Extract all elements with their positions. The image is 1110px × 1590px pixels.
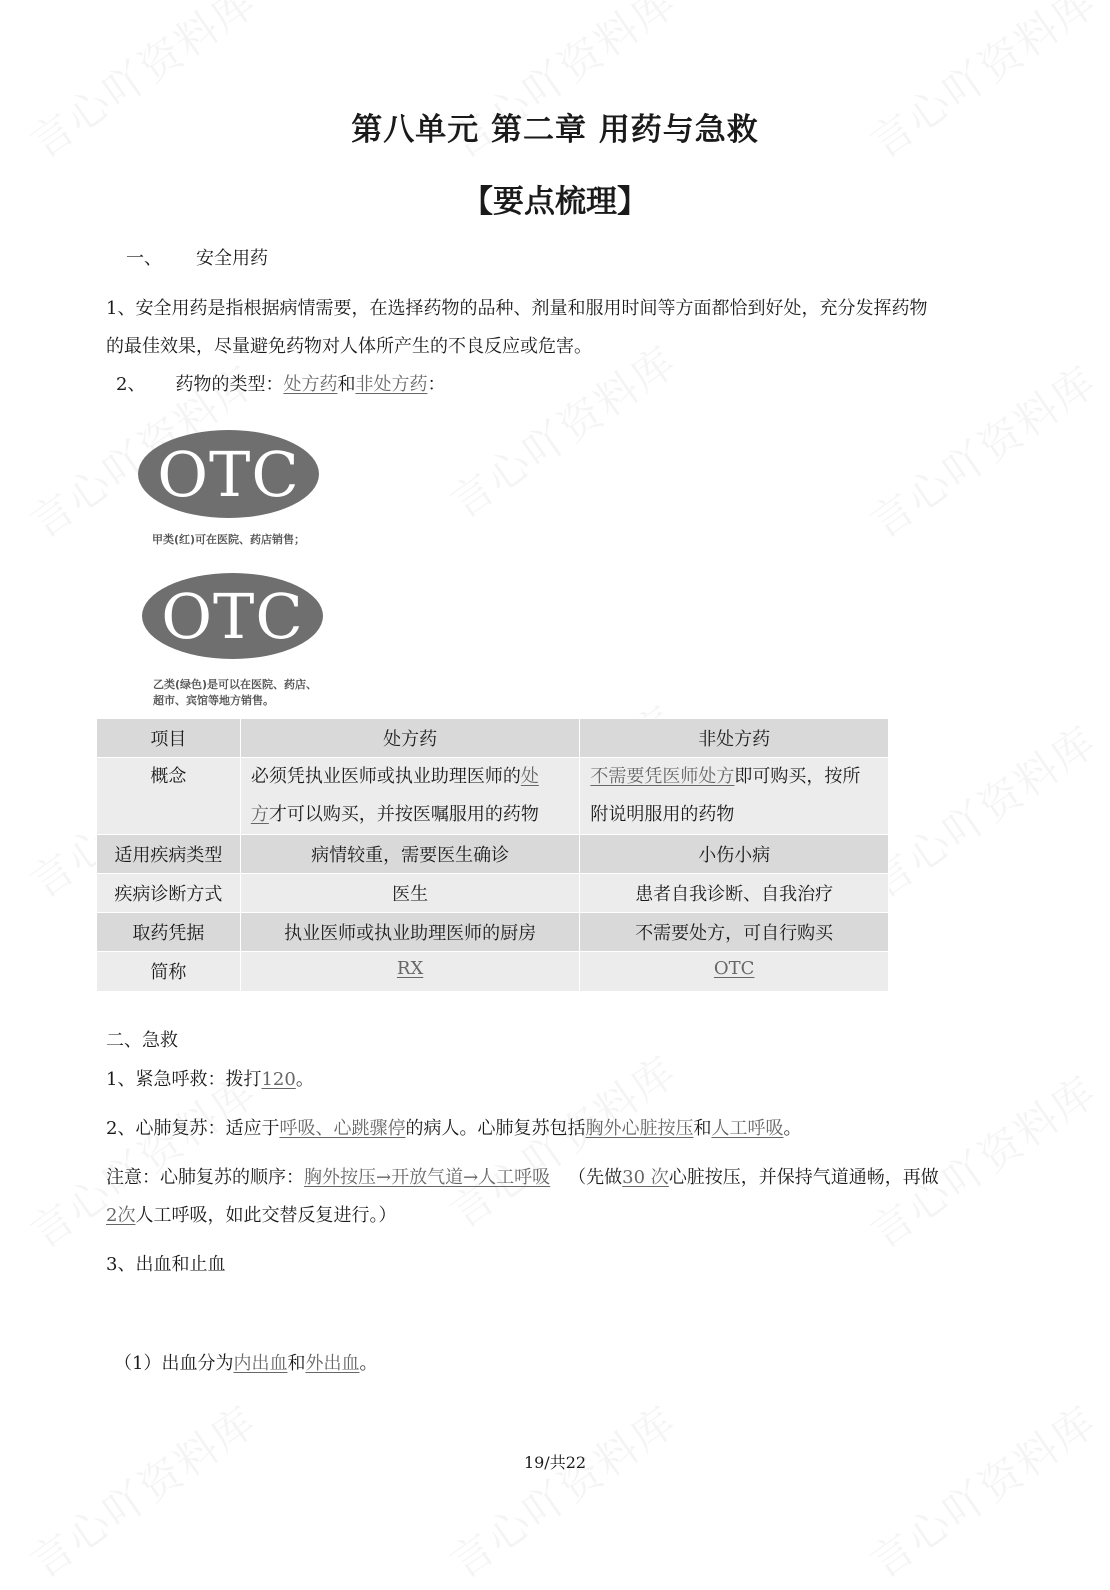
- underlined-term: 30 次: [622, 1167, 669, 1188]
- watermark: [857, 710, 1108, 911]
- text: 2、心肺复苏：适应于: [106, 1118, 280, 1139]
- table-cell-label: 概念: [97, 758, 241, 835]
- heading-number: 一、: [126, 248, 162, 269]
- table-cell: 执业医师或执业助理医师的厨房: [240, 913, 580, 952]
- text: 注意：心肺复苏的顺序：: [106, 1167, 304, 1188]
- watermark: [857, 350, 1108, 551]
- emergency-number: 120: [261, 1069, 296, 1090]
- table-cell: 患者自我诊断、自我治疗: [580, 874, 889, 913]
- otc-oval-icon: OTC: [138, 430, 319, 518]
- paragraph-emergency-call: [106, 1061, 314, 1099]
- table-cell-otc-concept: [580, 758, 889, 835]
- underlined-term: 呼吸、心跳骤停: [279, 1118, 406, 1139]
- text: 的病人。心肺复苏包括: [405, 1118, 586, 1139]
- otc-caption: 甲类(红)可在医院、药店销售；: [152, 533, 306, 546]
- table-cell: [580, 952, 889, 992]
- underlined-term: 胸外按压→开放气道→人工呼吸: [304, 1167, 551, 1188]
- text: （先做: [568, 1167, 623, 1188]
- table-row: [97, 835, 889, 874]
- table-cell: [240, 952, 580, 992]
- rx-concept-underline: 方: [250, 804, 269, 825]
- conjunction: 和: [337, 374, 356, 395]
- text: 。: [359, 1353, 378, 1374]
- table-cell: 小伤小病: [580, 835, 889, 874]
- drug-comparison-table: [96, 718, 889, 992]
- watermark: [437, 1390, 688, 1590]
- otc-logo-class-a: [138, 430, 319, 548]
- table-cell-rx-concept: [240, 758, 580, 835]
- rx-concept-text: 必须凭执业医师或执业助理医师的: [250, 766, 521, 787]
- otc-concept-text: 附说明服用的药物: [590, 804, 735, 825]
- table-header-cell: 处方药: [240, 719, 580, 758]
- watermark: [857, 1390, 1108, 1590]
- term-otc: 非处方药: [355, 374, 428, 395]
- table-cell: 医生: [240, 874, 580, 913]
- text: 和: [693, 1118, 712, 1139]
- rx-concept-text: 才可以购买，并按医嘱服用的药物: [268, 804, 539, 825]
- otc-concept-text: 即可购买，按所: [734, 766, 861, 787]
- paragraph-definition-line1: 1、安全用药是指根据病情需要，在选择药物的品种、剂量和服用时间等方面都恰到好处，充分发挥药物: [106, 298, 928, 319]
- paragraph-drug-types: [116, 366, 445, 404]
- item-number: 2、: [116, 374, 146, 395]
- section-heading-safe-medication: [126, 240, 268, 278]
- table-cell-label: 取药凭据: [97, 913, 241, 952]
- paragraph-cpr-note-line2: [106, 1197, 396, 1235]
- table-row-abbreviation: [97, 952, 889, 992]
- table-cell: 病情较重，需要医生确诊: [240, 835, 580, 874]
- text: 和: [287, 1353, 306, 1374]
- table-row-concept: [97, 758, 889, 835]
- underlined-term: 内出血: [233, 1353, 288, 1374]
- page-title: 第八单元 第二章 用药与急救: [351, 112, 759, 148]
- table-cell-label: 疾病诊断方式: [97, 874, 241, 913]
- paragraph-definition-line2: 的最佳效果，尽量避免药物对人体所产生的不良反应或危害。: [106, 336, 592, 357]
- text: 。: [295, 1069, 314, 1090]
- paragraph-cpr: [106, 1110, 801, 1148]
- otc-caption-line1: 乙类(绿色)是可以在医院、药店、: [153, 678, 318, 691]
- table-row: [97, 874, 889, 913]
- table-header-cell: 非处方药: [580, 719, 889, 758]
- drug-types-lead: 药物的类型：: [175, 374, 284, 395]
- table-header-row: [97, 719, 889, 758]
- otc-logo-class-b: [142, 573, 323, 709]
- rx-concept-underline: 处: [520, 766, 539, 787]
- otc-caption-line2: 超市、宾馆等地方销售。: [153, 694, 274, 707]
- table-header-cell: 项目: [97, 719, 241, 758]
- underlined-term: 人工呼吸: [711, 1118, 784, 1139]
- watermark: [17, 1390, 268, 1590]
- table-cell: 不需要处方，可自行购买: [580, 913, 889, 952]
- text: 人工呼吸，如此交替反复进行。）: [135, 1205, 397, 1226]
- paragraph-cpr-note-line1: [106, 1159, 939, 1197]
- text: 。: [783, 1118, 802, 1139]
- underlined-term: 外出血: [305, 1353, 360, 1374]
- paragraph-bleeding-heading: 3、出血和止血: [106, 1254, 226, 1275]
- otc-oval-icon: OTC: [142, 573, 323, 659]
- table-cell-label: 简称: [97, 952, 241, 992]
- abbr-rx: RX: [396, 958, 424, 979]
- text: （1）出血分为: [114, 1353, 234, 1374]
- underlined-term: 2次: [106, 1205, 136, 1226]
- underlined-term: 胸外心脏按压: [585, 1118, 694, 1139]
- table-row: [97, 913, 889, 952]
- page-number: 19/共22: [523, 1453, 587, 1472]
- table-cell-label: 适用疾病类型: [97, 835, 241, 874]
- term-rx: 处方药: [283, 374, 338, 395]
- paragraph-bleeding-types: [114, 1345, 377, 1383]
- otc-concept-underline: 不需要凭医师处方: [590, 766, 735, 787]
- section-heading-first-aid: 二、急救: [106, 1030, 178, 1051]
- text: 1、紧急呼救：拨打: [106, 1069, 262, 1090]
- colon: ：: [427, 374, 446, 395]
- abbr-otc: OTC: [713, 958, 755, 979]
- text: 心脏按压，并保持气道通畅，再做: [668, 1167, 939, 1188]
- heading-text: 安全用药: [196, 248, 268, 269]
- page-subtitle: 【要点梳理】: [462, 184, 648, 220]
